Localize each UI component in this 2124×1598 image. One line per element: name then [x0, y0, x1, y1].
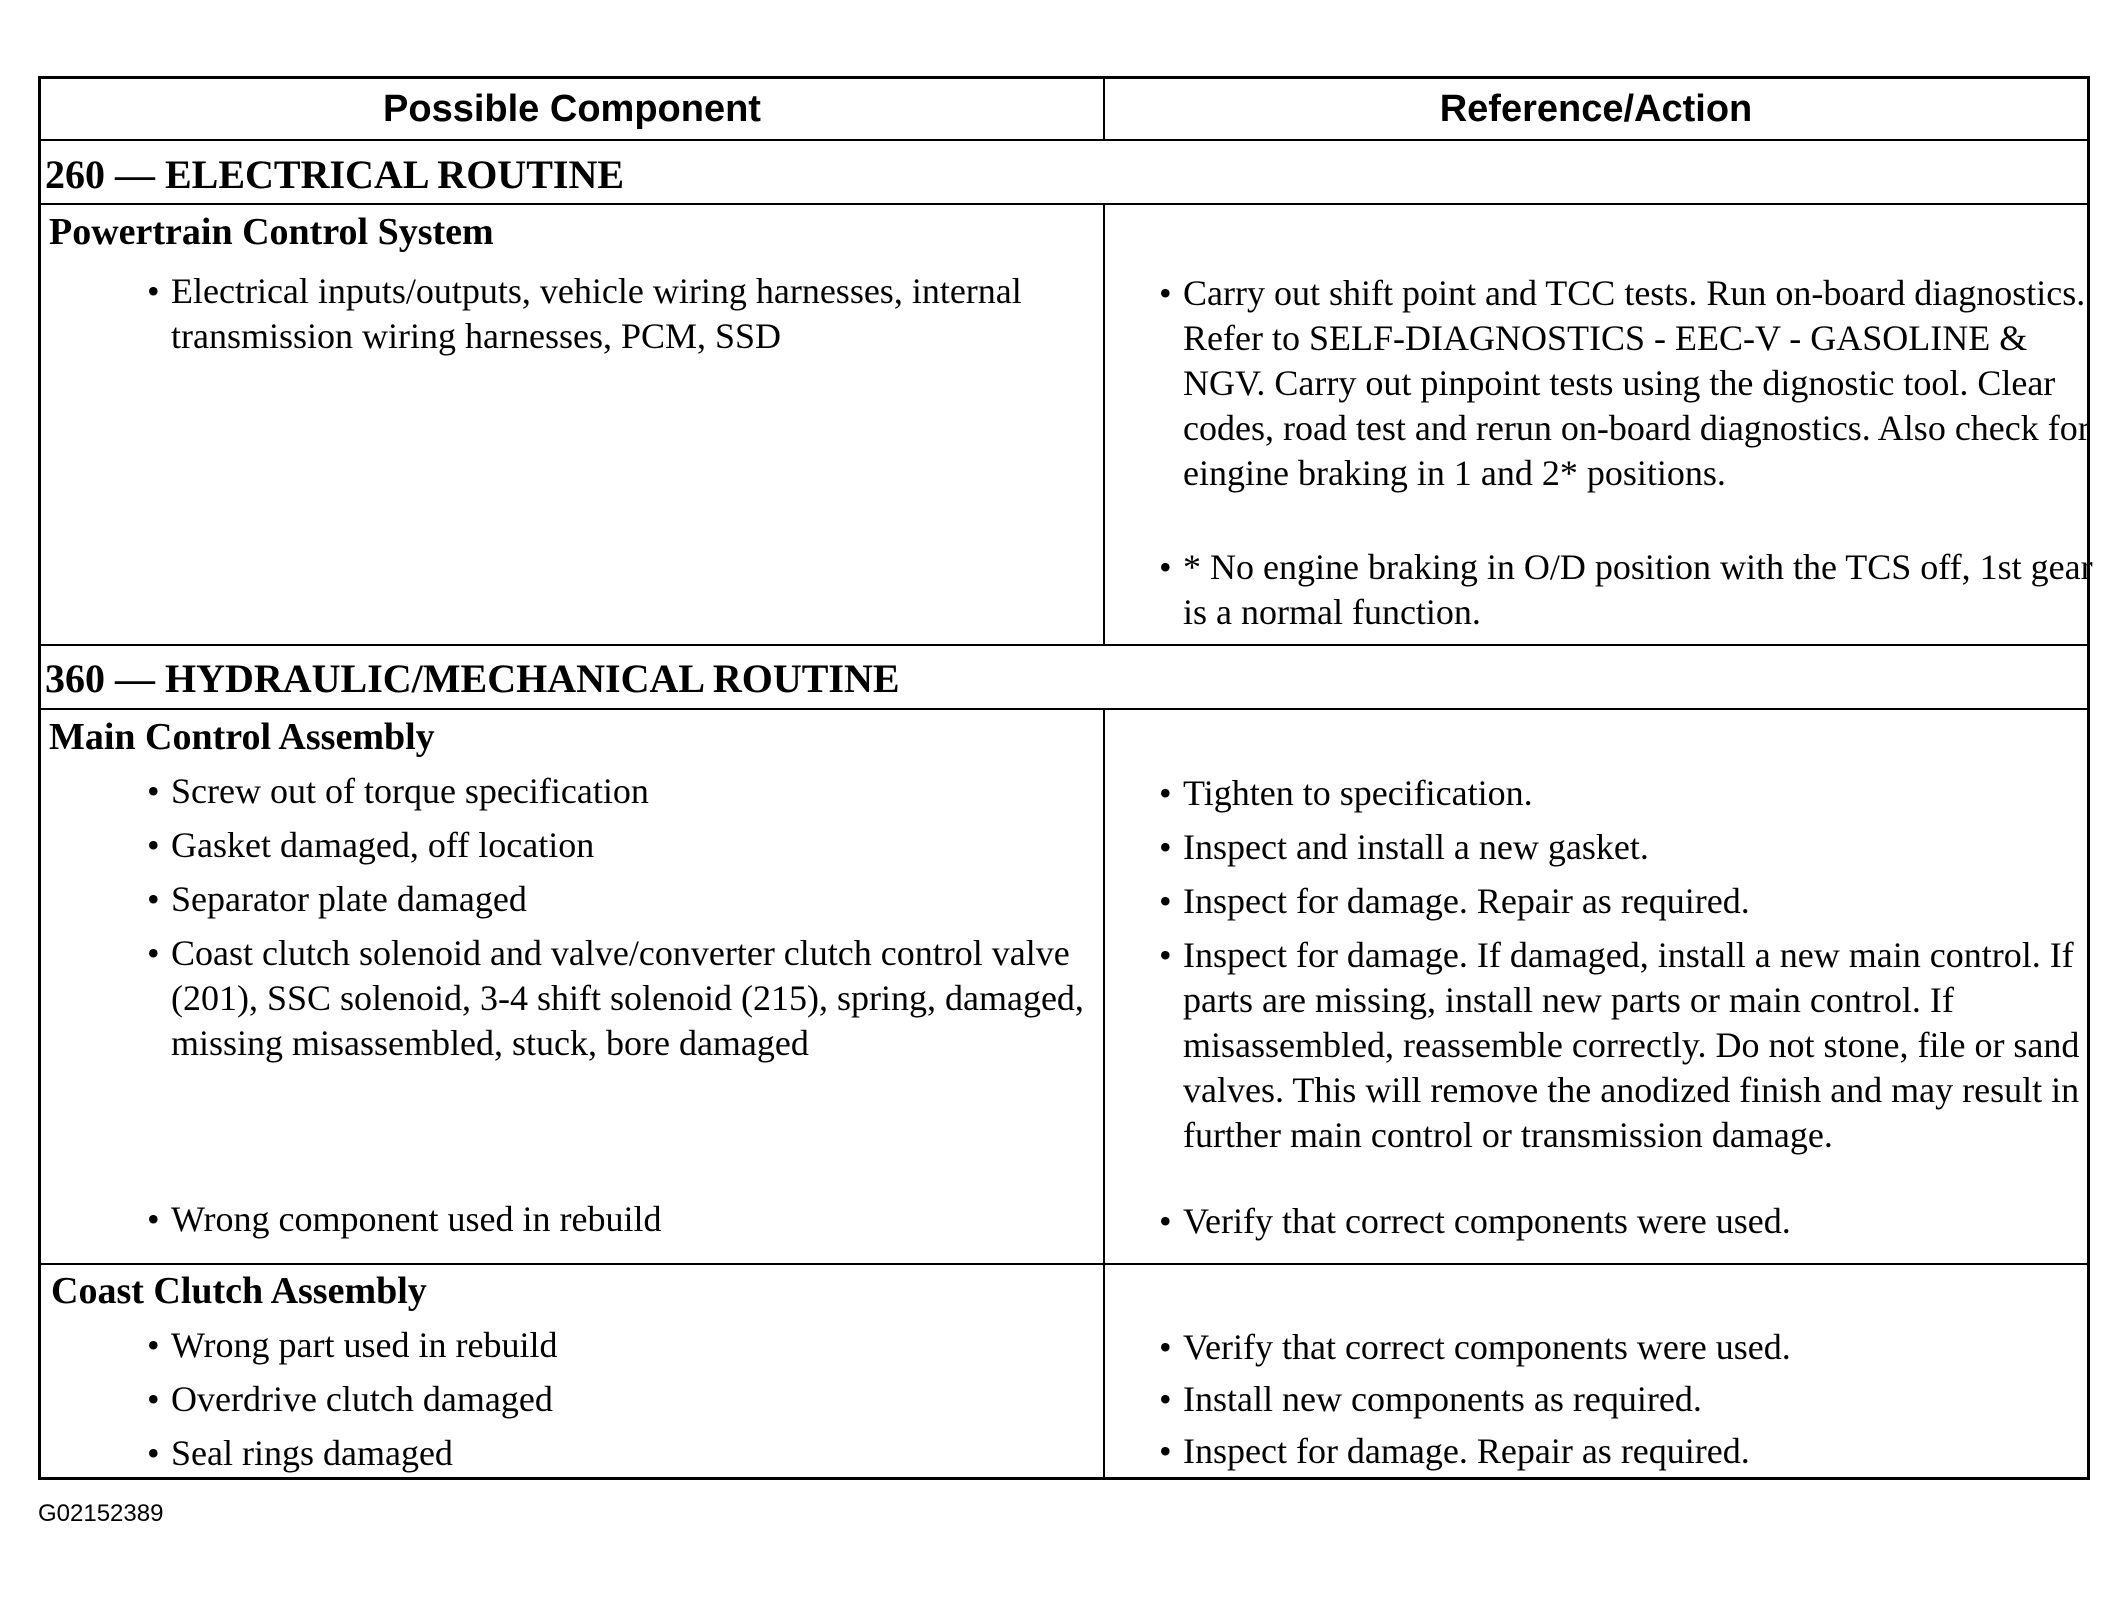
bullet: • [1159, 1379, 1172, 1419]
bullet: • [147, 1199, 160, 1239]
figure-id: G02152389 [38, 1500, 164, 1527]
action-item [1159, 1199, 2113, 1244]
action-item [1159, 1377, 2113, 1422]
bullet: • [1159, 881, 1172, 921]
action-text: Carry out shift point and TCC tests. Run on-board diagnostics. Refer to SELF-DIAGNOSTICS - EEC-V - GASOLINE & NGV. Carry out pinpoint tests using the dignostic tool. Clear codes, road test and rerun on-board diagnostics. Also check for eingine braking in 1 and 2* positions. [1183, 273, 2090, 493]
action-item [1159, 879, 2113, 924]
action-text: Inspect and install a new gasket. [1183, 827, 1649, 867]
bullet: • [147, 879, 160, 919]
bullet: • [147, 825, 160, 865]
rule [41, 1263, 2087, 1265]
action-text: Install new components as required. [1183, 1379, 1702, 1419]
bullet: • [147, 1379, 160, 1419]
bullet: • [147, 1325, 160, 1365]
component-item [147, 877, 1121, 922]
section-title-electrical: 260 — ELECTRICAL ROUTINE [45, 152, 625, 197]
component-text: Wrong part used in rebuild [171, 1325, 558, 1365]
bullet: • [1159, 773, 1172, 813]
rule [41, 644, 2087, 646]
header-reference-action: Reference/Action [1439, 87, 1753, 130]
bullet: • [147, 271, 160, 311]
component-text: Wrong component used in rebuild [171, 1199, 662, 1239]
action-text: Verify that correct components were used. [1183, 1201, 1791, 1241]
action-text: Tighten to specification. [1183, 773, 1533, 813]
component-text: Separator plate damaged [171, 879, 527, 919]
component-item [147, 823, 1121, 868]
component-item [147, 1431, 1121, 1476]
component-text: Electrical inputs/outputs, vehicle wiring harnesses, internal transmission wiring harnesses, PCM, SSD [171, 271, 1022, 356]
bullet: • [1159, 1431, 1172, 1471]
action-text: Inspect for damage. If damaged, install a new main control. If parts are missing, install new parts or main control. If misassembled, reassemble correctly. Do not stone, file or sand valves. This will remove the anodized finish and may result in further main control or transmission damage. [1183, 935, 2080, 1155]
action-item [1159, 1325, 2113, 1370]
rule [41, 203, 2087, 205]
bullet: • [147, 1433, 160, 1473]
rule [41, 139, 2087, 141]
bullet: • [1159, 1201, 1172, 1241]
bullet: • [147, 933, 160, 973]
diagnosis-table [38, 76, 2093, 1480]
action-text: Inspect for damage. Repair as required. [1183, 1431, 1750, 1471]
action-item [1159, 545, 2113, 635]
group-title-powertrain: Powertrain Control System [49, 211, 494, 253]
column-divider [1103, 203, 1105, 644]
component-text: Coast clutch solenoid and valve/converter clutch control valve (201), SSC solenoid, 3-4 shift solenoid (215), spring, damaged, missing misassembled, stuck, bore damaged [171, 933, 1084, 1063]
group-title-main-control: Main Control Assembly [49, 716, 435, 758]
action-item [1159, 271, 2113, 496]
column-divider [1103, 79, 1105, 139]
bullet: • [1159, 935, 1172, 975]
header-possible-component: Possible Component [383, 87, 761, 130]
component-text: Overdrive clutch damaged [171, 1379, 553, 1419]
component-item [147, 269, 1051, 359]
bullet: • [147, 771, 160, 811]
bullet: • [1159, 273, 1172, 313]
component-text: Screw out of torque specification [171, 771, 649, 811]
action-item [1159, 933, 2113, 1158]
action-item [1159, 771, 2113, 816]
component-item [147, 1197, 1121, 1242]
group-title-coast-clutch: Coast Clutch Assembly [51, 1270, 427, 1312]
bullet: • [1159, 547, 1172, 587]
bullet: • [1159, 827, 1172, 867]
section-title-hydraulic: 360 — HYDRAULIC/MECHANICAL ROUTINE [45, 656, 900, 701]
component-item [147, 769, 1121, 814]
component-item [147, 931, 1111, 1066]
component-text: Seal rings damaged [171, 1433, 453, 1473]
rule [41, 708, 2087, 710]
component-text: Gasket damaged, off location [171, 825, 595, 865]
component-item [147, 1323, 1121, 1368]
action-text: * No engine braking in O/D position with the TCS off, 1st gear is a normal function. [1183, 547, 2093, 632]
action-text: Verify that correct components were used. [1183, 1327, 1791, 1367]
action-item [1159, 1429, 2113, 1474]
action-text: Inspect for damage. Repair as required. [1183, 881, 1750, 921]
component-item [147, 1377, 1121, 1422]
action-item [1159, 825, 2113, 870]
bullet: • [1159, 1327, 1172, 1367]
